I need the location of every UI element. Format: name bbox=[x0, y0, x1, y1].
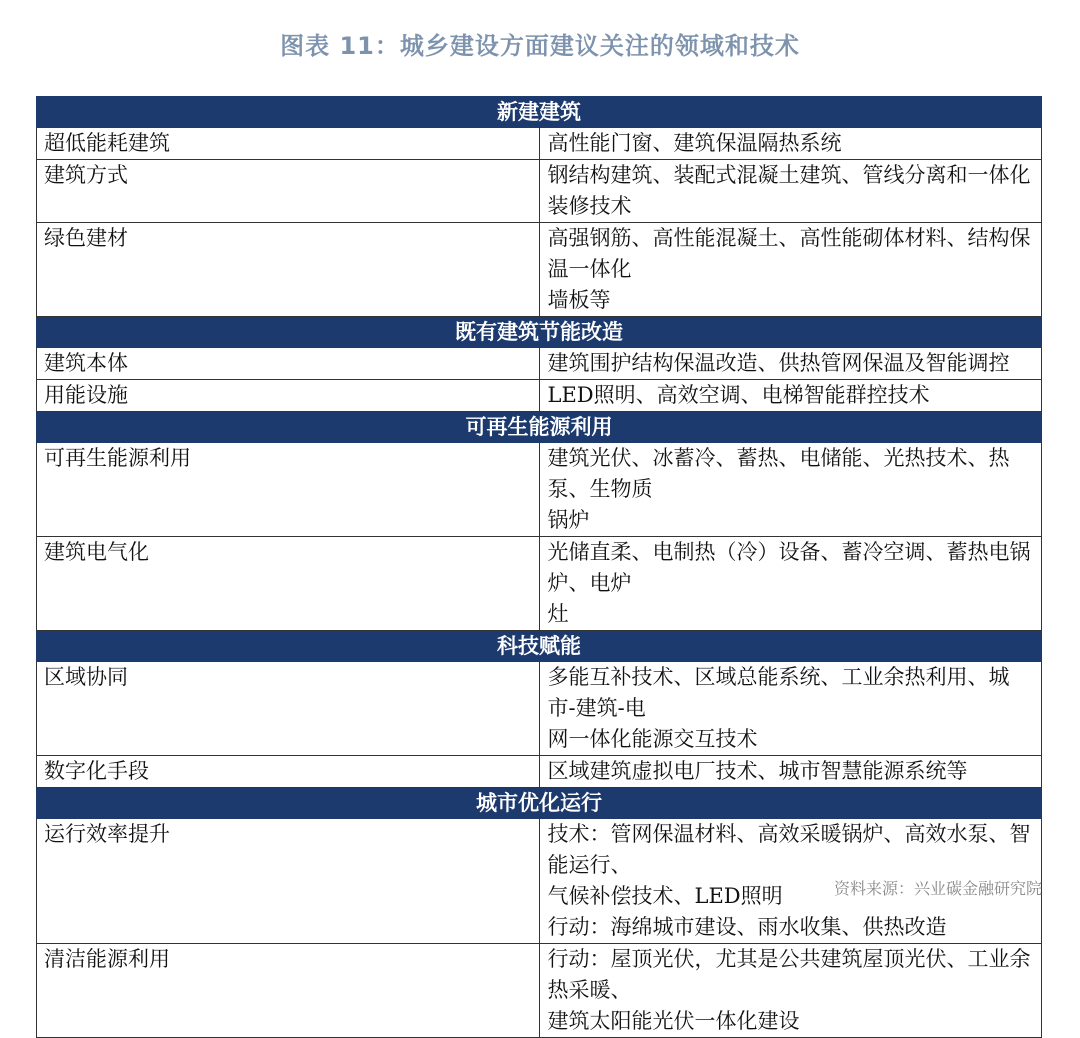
content-line: 墙板等 bbox=[547, 288, 611, 312]
table-row bbox=[37, 443, 1042, 537]
table-row bbox=[37, 537, 1042, 631]
table-row bbox=[37, 128, 1042, 160]
row-content bbox=[539, 944, 1042, 1038]
row-content bbox=[539, 380, 1042, 412]
row-label: 建筑本体 bbox=[37, 348, 540, 380]
table-row bbox=[37, 944, 1042, 1038]
row-label: 建筑方式 bbox=[37, 160, 540, 223]
content-line: 钢结构建筑、装配式混凝土建筑、管线分离和一体化装修技术 bbox=[547, 163, 1031, 218]
source-note: 资料来源：兴业碳金融研究院 bbox=[833, 879, 1042, 898]
content-line: 锅炉 bbox=[547, 508, 590, 532]
row-label: 建筑电气化 bbox=[37, 537, 540, 631]
row-label: 区域协同 bbox=[37, 662, 540, 756]
section-header-row bbox=[37, 788, 1042, 819]
content-line: 行动：海绵城市建设、雨水收集、供热改造 bbox=[547, 915, 947, 939]
content-line: 建筑围护结构保温改造、供热管网保温及智能调控 bbox=[547, 351, 1010, 375]
row-label: 超低能耗建筑 bbox=[37, 128, 540, 160]
table-row bbox=[37, 756, 1042, 788]
table-row bbox=[37, 380, 1042, 412]
content-line: LED照明、高效空调、电梯智能群控技术 bbox=[547, 383, 930, 407]
content-line: 建筑光伏、冰蓄冷、蓄热、电储能、光热技术、热泵、生物质 bbox=[547, 446, 1010, 501]
section-header: 可再生能源利用 bbox=[37, 412, 1042, 443]
row-label: 用能设施 bbox=[37, 380, 540, 412]
section-header-row bbox=[37, 317, 1042, 348]
section-header-row bbox=[37, 631, 1042, 662]
row-label: 绿色建材 bbox=[37, 223, 540, 317]
content-line: 高性能门窗、建筑保温隔热系统 bbox=[547, 131, 842, 155]
row-content bbox=[539, 223, 1042, 317]
table-row bbox=[37, 348, 1042, 380]
row-content bbox=[539, 756, 1042, 788]
row-content bbox=[539, 662, 1042, 756]
section-header: 城市优化运行 bbox=[37, 788, 1042, 819]
table-row bbox=[37, 223, 1042, 317]
content-line: 行动：屋顶光伏，尤其是公共建筑屋顶光伏、工业余热采暖、 bbox=[547, 947, 1031, 1002]
section-header-row bbox=[37, 412, 1042, 443]
row-content bbox=[539, 443, 1042, 537]
content-line: 技术：管网保温材料、高效采暖锅炉、高效水泵、智能运行、 bbox=[547, 822, 1031, 877]
row-label: 清洁能源利用 bbox=[37, 944, 540, 1038]
table-row bbox=[37, 662, 1042, 756]
content-line: 网一体化能源交互技术 bbox=[547, 727, 758, 751]
content-line: 建筑太阳能光伏一体化建设 bbox=[547, 1009, 800, 1033]
row-content bbox=[539, 128, 1042, 160]
content-line: 光储直柔、电制热（冷）设备、蓄冷空调、蓄热电锅炉、电炉 bbox=[547, 540, 1031, 595]
section-header: 新建建筑 bbox=[37, 97, 1042, 128]
row-label: 数字化手段 bbox=[37, 756, 540, 788]
content-line: 多能互补技术、区域总能系统、工业余热利用、城市-建筑-电 bbox=[547, 665, 1010, 720]
section-header: 科技赋能 bbox=[37, 631, 1042, 662]
row-label: 可再生能源利用 bbox=[37, 443, 540, 537]
row-label: 运行效率提升 bbox=[37, 819, 540, 944]
content-line: 区域建筑虚拟电厂技术、城市智慧能源系统等 bbox=[547, 759, 968, 783]
content-line: 气候补偿技术、LED照明 bbox=[547, 884, 783, 908]
table-row bbox=[37, 160, 1042, 223]
content-line: 高强钢筋、高性能混凝土、高性能砌体材料、结构保温一体化 bbox=[547, 226, 1031, 281]
row-content bbox=[539, 348, 1042, 380]
content-line: 灶 bbox=[547, 602, 569, 626]
section-header: 既有建筑节能改造 bbox=[37, 317, 1042, 348]
figure-title: 图表 11：城乡建设方面建议关注的领域和技术 bbox=[280, 32, 800, 60]
section-header-row bbox=[37, 97, 1042, 128]
row-content bbox=[539, 537, 1042, 631]
row-content bbox=[539, 160, 1042, 223]
